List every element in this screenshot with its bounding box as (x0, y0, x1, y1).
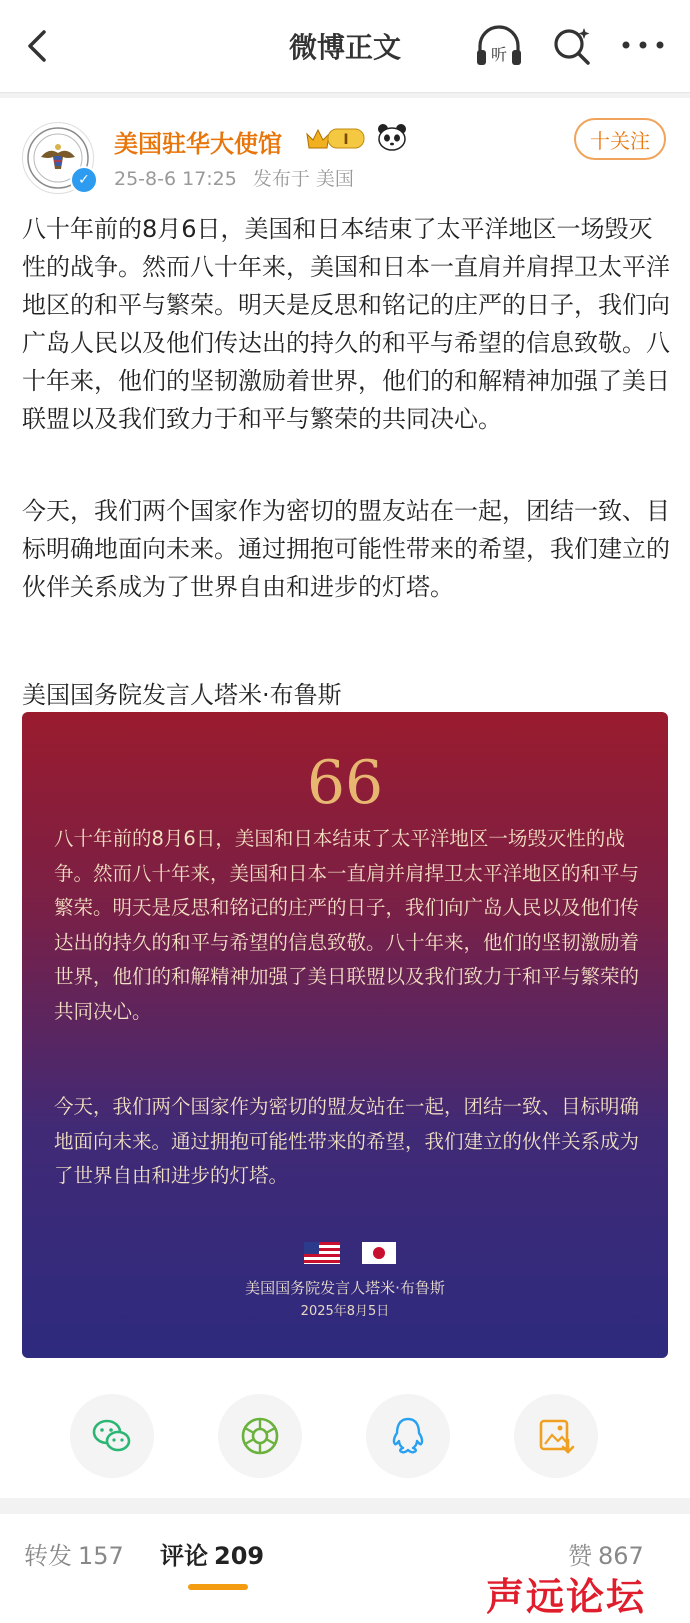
post-paragraph-1: 八十年前的8月6日，美国和日本结束了太平洋地区一场毁灭性的战争。然而八十年来，美国和日本一直肩并肩捍卫太平洋地区的和平与繁荣。明天是反思和铭记的庄严的日子，我们向广岛人民以及他们传达出的持久的和平与希望的信息致敬。八十年来，他们的坚韧激励着世界，他们的和解精神加强了美日联盟以及我们致力于和平与繁荣的共同决心。 (22, 215, 670, 433)
tab-like-label: 赞 (568, 1542, 592, 1570)
qq-icon (386, 1414, 430, 1458)
forum-watermark: 声远论坛 (486, 1574, 647, 1619)
tab-comment[interactable] (160, 1536, 264, 1571)
vip-level: I (343, 132, 349, 148)
tab-comment-count: 209 (214, 1542, 265, 1570)
tab-repost-label: 转发 (24, 1542, 72, 1570)
bottom-tabs (0, 1514, 690, 1623)
share-qq-button[interactable] (366, 1394, 450, 1478)
listen-label: 听 (490, 45, 508, 64)
post-location: 发布于 美国 (252, 168, 354, 190)
post-paragraph-2: 今天，我们两个国家作为密切的盟友站在一起，团结一致、目标明确地面向未来。通过拥抱可能性带来的希望，我们建立的伙伴关系成为了世界自由和进步的灯塔。 (22, 497, 670, 601)
follow-button[interactable]: 十关注 (574, 118, 666, 160)
share-wechat-button[interactable] (70, 1394, 154, 1478)
tab-like-count: 867 (598, 1542, 644, 1570)
more-icon[interactable] (618, 30, 668, 60)
search-icon[interactable] (550, 24, 594, 68)
post-time: 25-8-6 17:25 (114, 168, 237, 190)
japan-flag-icon (362, 1242, 396, 1264)
save-image-button[interactable] (514, 1394, 598, 1478)
share-moments-button[interactable] (218, 1394, 302, 1478)
top-bar (0, 0, 690, 93)
moments-icon (238, 1414, 282, 1458)
active-tab-indicator (188, 1584, 248, 1590)
headphones-icon[interactable] (474, 22, 524, 70)
quote-text-2: 今天，我们两个国家作为密切的盟友站在一起，团结一致、目标明确地面向未来。通过拥抱可能性带来的希望，我们建立的伙伴关系成为了世界自由和进步的灯塔。 (54, 1095, 640, 1187)
post-paragraph-3: 美国国务院发言人塔米·布鲁斯 (22, 681, 342, 709)
wechat-icon (90, 1414, 134, 1458)
quote-signature: 美国国务院发言人塔米·布鲁斯 (245, 1279, 445, 1297)
verified-badge-icon: ✓ (70, 166, 98, 194)
quote-text-1: 八十年前的8月6日，美国和日本结束了太平洋地区一场毁灭性的战争。然而八十年来，美国和日本一直肩并肩捍卫太平洋地区的和平与繁荣。明天是反思和铭记的庄严的日子，我们向广岛人民以及他们传达出的持久的和平与希望的信息致敬。八十年来，他们的坚韧激励着世界，他们的和解精神加强了美日联盟以及我们致力于和平与繁荣的共同决心。 (54, 827, 640, 1023)
save-image-icon (534, 1414, 578, 1458)
vip-crown-icon (304, 124, 368, 152)
quote-mark: 66 (306, 748, 384, 818)
us-flag-icon (304, 1242, 340, 1264)
panda-icon (376, 122, 408, 152)
tab-repost-count: 157 (78, 1542, 124, 1570)
quote-image[interactable] (22, 712, 668, 1358)
page-title: 微博正文 (288, 31, 401, 64)
tab-repost[interactable] (24, 1536, 124, 1571)
post-card (0, 98, 690, 1498)
post-meta (114, 164, 370, 191)
tab-comment-label: 评论 (160, 1542, 208, 1570)
flags-icon (304, 1242, 414, 1264)
quote-date: 2025年8月5日 (300, 1304, 390, 1319)
author-name[interactable]: 美国驻华大使馆 (114, 130, 282, 158)
